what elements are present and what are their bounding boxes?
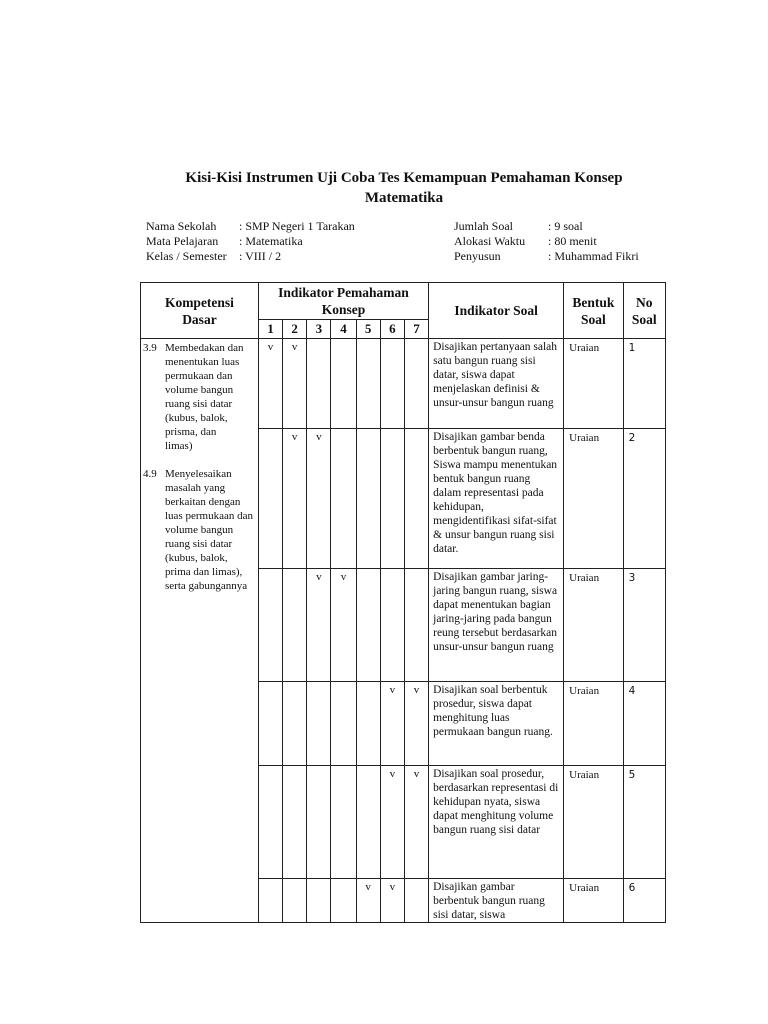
header-kompetensi-dasar: Kompetensi Dasar bbox=[141, 283, 259, 339]
meta-row bbox=[454, 234, 639, 249]
bentuk-soal-text: Uraian bbox=[564, 766, 623, 879]
indikator-mark bbox=[331, 429, 356, 569]
indikator-soal-text: Disajikan gambar benda berbentuk bangun ruang, Siswa mampu menentukan bentuk bangun ruang dalam representasi pada kehidupan, mengidentifikasi sifat-sifat & unsur bangun ruang sisi datar. bbox=[429, 429, 564, 569]
header-indikator-number: 1 bbox=[258, 320, 282, 339]
indikator-mark bbox=[307, 766, 331, 879]
indikator-soal-text: Disajikan soal berbentuk prosedur, siswa dapat menghitung luas permukaan bangun ruang. bbox=[429, 682, 564, 766]
indikator-mark: v bbox=[356, 879, 380, 923]
no-soal-text: 5 bbox=[623, 766, 665, 879]
kompetensi-number: 4.9 bbox=[143, 468, 157, 480]
indikator-mark bbox=[307, 879, 331, 923]
indikator-mark: v bbox=[307, 569, 331, 682]
indikator-mark: v bbox=[283, 339, 307, 429]
bentuk-soal-text: Uraian bbox=[564, 569, 623, 682]
header-indikator-number: 5 bbox=[356, 320, 380, 339]
kompetensi-item bbox=[143, 467, 256, 593]
indikator-mark bbox=[258, 682, 282, 766]
meta-right bbox=[454, 219, 639, 264]
indikator-mark bbox=[380, 429, 404, 569]
indikator-mark bbox=[258, 429, 282, 569]
indikator-mark bbox=[404, 339, 428, 429]
no-soal-text: 6 bbox=[623, 879, 665, 923]
indikator-mark: v bbox=[380, 766, 404, 879]
indikator-mark bbox=[283, 682, 307, 766]
no-soal-text: 4 bbox=[623, 682, 665, 766]
meta-label: Penyusun bbox=[454, 249, 501, 263]
table-row bbox=[141, 339, 666, 429]
indikator-soal-text: Disajikan gambar jaring-jaring bangun ruang, siswa dapat menentukan bagian jaring-jaring pada bangun reung tersebut berdasarkan unsur-unsur bangun ruang bbox=[429, 569, 564, 682]
meta-left bbox=[146, 219, 355, 264]
meta-value: : Matematika bbox=[239, 234, 303, 248]
no-soal-text: 2 bbox=[623, 429, 665, 569]
meta-label: Nama Sekolah bbox=[146, 219, 217, 233]
bentuk-soal-text: Uraian bbox=[564, 879, 623, 923]
indikator-soal-text: Disajikan gambar berbentuk bangun ruang sisi datar, siswa bbox=[429, 879, 564, 923]
no-soal-text: 3 bbox=[623, 569, 665, 682]
indikator-mark bbox=[356, 339, 380, 429]
header-indikator-soal: Indikator Soal bbox=[429, 283, 564, 339]
meta-label: Alokasi Waktu bbox=[454, 234, 526, 248]
bentuk-soal-text: Uraian bbox=[564, 429, 623, 569]
indikator-mark bbox=[331, 682, 356, 766]
indikator-mark: v bbox=[404, 766, 428, 879]
meta-value: : SMP Negeri 1 Tarakan bbox=[239, 219, 355, 233]
header-bentuk-soal: Bentuk Soal bbox=[564, 283, 623, 339]
indikator-mark bbox=[258, 766, 282, 879]
indikator-mark: v bbox=[380, 682, 404, 766]
header-indikator-number: 3 bbox=[307, 320, 331, 339]
meta-label: Mata Pelajaran bbox=[146, 234, 219, 248]
indikator-soal-text: Disajikan pertanyaan salah satu bangun ruang sisi datar, siswa dapat menjelaskan definisi & unsur-unsur bangun ruang bbox=[429, 339, 564, 429]
indikator-mark bbox=[356, 569, 380, 682]
header-indikator-number: 7 bbox=[404, 320, 428, 339]
title-line-1: Kisi-Kisi Instrumen Uji Coba Tes Kemampuan Pemahaman Konsep bbox=[185, 170, 623, 186]
indikator-mark bbox=[331, 339, 356, 429]
indikator-mark: v bbox=[380, 879, 404, 923]
header-indikator-pemahaman: Indikator Pemahaman Konsep bbox=[258, 283, 428, 320]
indikator-mark bbox=[258, 569, 282, 682]
header-no-soal: No Soal bbox=[623, 283, 665, 339]
kompetensi-text: Menyelesaikan masalah yang berkaitan dengan luas permukaan dan volume bangun ruang sisi datar (kubus, balok, prima dan limas), serta gabungannya bbox=[165, 468, 253, 592]
title-line-2: Matematika bbox=[364, 190, 444, 206]
indikator-mark: v bbox=[283, 429, 307, 569]
indikator-mark: v bbox=[331, 569, 356, 682]
kompetensi-item bbox=[143, 341, 256, 453]
meta-row bbox=[146, 249, 355, 264]
meta-row bbox=[454, 249, 639, 264]
bentuk-soal-text: Uraian bbox=[564, 339, 623, 429]
meta-value: : 80 menit bbox=[548, 234, 597, 248]
indikator-mark: v bbox=[258, 339, 282, 429]
indikator-mark bbox=[283, 879, 307, 923]
meta-row bbox=[146, 219, 355, 234]
indikator-mark bbox=[356, 682, 380, 766]
indikator-mark bbox=[356, 766, 380, 879]
indikator-mark bbox=[380, 339, 404, 429]
indikator-mark bbox=[331, 879, 356, 923]
meta-value: : Muhammad Fikri bbox=[548, 249, 639, 263]
header-indikator-number: 6 bbox=[380, 320, 404, 339]
kompetensi-dasar-cell bbox=[141, 339, 259, 923]
meta-row bbox=[454, 219, 639, 234]
indikator-soal-text: Disajikan soal prosedur, berdasarkan representasi di kehidupan nyata, siswa dapat menghitung volume bangun ruang sisi datar bbox=[429, 766, 564, 879]
indikator-mark bbox=[356, 429, 380, 569]
meta-row bbox=[146, 234, 355, 249]
indikator-mark bbox=[404, 569, 428, 682]
kompetensi-text: Membedakan dan menentukan luas permukaan dan volume bangun ruang sisi datar (kubus, balok, prisma, dan limas) bbox=[165, 342, 244, 452]
indikator-mark bbox=[404, 429, 428, 569]
indikator-mark bbox=[380, 569, 404, 682]
indikator-mark bbox=[258, 879, 282, 923]
meta-label: Jumlah Soal bbox=[454, 219, 513, 233]
header-indikator-number: 2 bbox=[283, 320, 307, 339]
indikator-mark: v bbox=[307, 429, 331, 569]
indikator-mark bbox=[331, 766, 356, 879]
bentuk-soal-text: Uraian bbox=[564, 682, 623, 766]
indikator-mark bbox=[283, 766, 307, 879]
header-indikator-number: 4 bbox=[331, 320, 356, 339]
document-title bbox=[140, 168, 668, 208]
indikator-mark bbox=[283, 569, 307, 682]
meta-value: : VIII / 2 bbox=[239, 249, 282, 263]
indikator-mark: v bbox=[404, 682, 428, 766]
kompetensi-number: 3.9 bbox=[143, 342, 157, 354]
meta-label: Kelas / Semester bbox=[146, 249, 227, 263]
no-soal-text: 1 bbox=[623, 339, 665, 429]
meta-value: : 9 soal bbox=[548, 219, 583, 233]
indikator-mark bbox=[307, 339, 331, 429]
indikator-mark bbox=[307, 682, 331, 766]
kisi-kisi-table bbox=[140, 282, 666, 923]
indikator-mark bbox=[404, 879, 428, 923]
